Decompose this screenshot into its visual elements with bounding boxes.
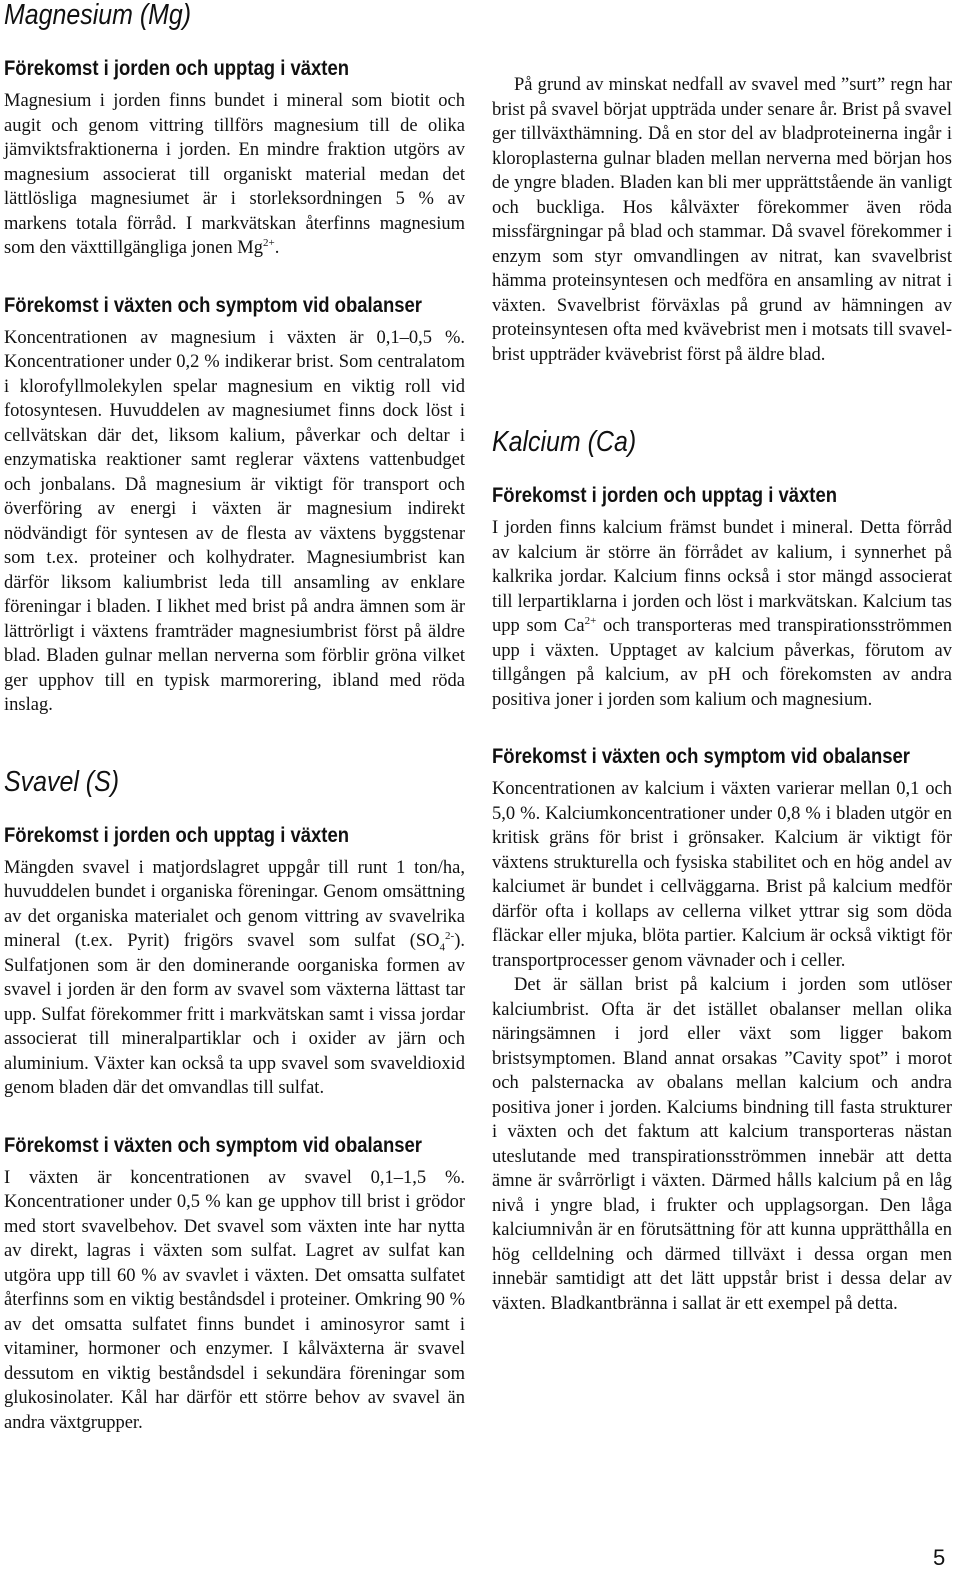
sulfate-subscript: 4 xyxy=(439,941,446,954)
sulfur-heading-plant: Förekomst i växten och symptom vid obalanser xyxy=(4,1133,422,1157)
magnesium-heading-plant: Förekomst i växten och symptom vid obalanser xyxy=(4,293,422,317)
sulfur-soil-paragraph xyxy=(4,856,465,1101)
calcium-plant-paragraph: Koncentrationen av kalcium i växten varierar mellan 0,1 och 5,0 %. Kalciumkoncentrationer under 0,8 % i bladen utgör en kritisk gräns för brist i grönsaker. Kalcium är viktigt för växtens strukturella och fysiska stabilitet och en hög andel av kalciumet är bundet i cellväggarna. Brist på kalcium medför därför ofta i kollaps av cellerna vilket yttrar sig som döda fläckar eller mjuka, blöta partier. Kalcium är också viktigt för transportprocesser genom vävnader och i celler. xyxy=(492,779,952,971)
left-column xyxy=(4,0,465,1435)
calcium-soil-paragraph xyxy=(492,516,952,712)
mg-ion-charge: 2+ xyxy=(262,236,275,249)
sulfur-title: Svavel (S) xyxy=(4,765,120,798)
magnesium-title: Magnesium (Mg) xyxy=(4,0,192,31)
magnesium-soil-text: Magnesium i jorden finns bundet i mineral som biotit och augit och genom vittring tillförs magnesium till de olika jämviktsfraktionerna i jorden. En mindre fraktion utgörs av magnesium associerat till organiskt material medan det lättlösliga magnesiumet är i storleksordningen 5 % av markens totala förråd. I markvätskan återfinns magnesium som den växttillgängliga jonen Mg xyxy=(4,91,465,258)
calcium-soil-text: I jorden finns kalcium främst bundet i mineral. Detta förråd av kalcium är större än förrådet av kalium, i synnerhet på kalkrika jordar. Kalcium finns också i stor mängd associerat till lerpartiklarna i jorden och löst i markvätskan. Kalcium tas upp som Ca xyxy=(492,518,952,636)
sulfate-charge: 2- xyxy=(445,929,455,942)
right-column xyxy=(492,0,952,1316)
calcium-heading-soil: Förekomst i jorden och upptag i växten xyxy=(492,484,838,507)
calcium-title: Kalcium (Ca) xyxy=(492,426,637,458)
magnesium-plant-paragraph: Koncentrationen av magnesium i växten är 0,1–0,5 %. Koncentrationer under 0,2 % indikerar brist. Som centralatom i klorofyllmolekylen spelar magnesium en viktig roll vid fotosyntesen. Huvuddelen av magnesiumet finns dock löst i cellvätskan där det, liksom kalium, påverkar och deltar i enzymatiska reaktioner samt reglerar växtens vattenbudget och jonbalans. Då magnesium är viktigt för transport och överföring av energi i växten är magnesium indirekt nödvändigt för syntesen av de flesta av växtens byggstenar som t.ex. proteiner och kolhydrater. Magnesiumbrist kan därför liksom kaliumbrist leda till ansamling av enklare föreningar i bladen. I likhet med brist på andra ämnen som är lättrörligt i växtens framträder magnesiumbrist först på äldre blad. Bladen gulnar mellan nerverna som förblir gröna vilket ger upphov till en typisk marmorering, ibland med röda inslag. xyxy=(4,327,465,715)
sulfur-heading-soil: Förekomst i jorden och upptag i växten xyxy=(4,823,350,847)
sulfur-soil-text-cont: ). Sulfatjonen som är den dominerande oorganiska formen av svavel i jorden är den form av svavel som växterna lättast tar upp. Sulfat förekommer fritt i markvätskan samt i vissa jordar associerat till mineralpartiklar och i oxider av järn och aluminium. Växter kan också ta upp svavel som svaveldioxid genom bladen där det omvandlas till sulfat. xyxy=(4,931,465,1098)
calcium-deficiency-paragraph: Det är sällan brist på kalcium i jorden som utlöser kalciumbrist. Ofta är det istället obalanser mellan olika näringsämnen i jord eller växt som ligger bakom bristsymptomen. Bland annat orsakas ”Cavity spot” i morot och palsternacka av obalans mellan kalcium och andra positiva joner i jorden. Kalciums bindning till fasta strukturer i växten och det faktum att kalcium transporteras nästan uteslutande med transpirationsströmmen innebär att detta ämne är svårrörligt i växten. Därmed hålls kalcium på en låg nivå i yngre blad, i frukter och upplagsorgan. Den låga kalciumnivån är en förutsättning för att kunna upprätthålla en hög celldelning och därmed tillväxt i dessa organ men innebär samtidigt att det lätt uppstår brist i dessa delar av växten. Bladkantbränna i sallat är ett exempel på detta. xyxy=(492,975,952,1314)
calcium-heading-plant: Förekomst i växten och symptom vid obalanser xyxy=(492,745,910,768)
calcium-soil-text-cont: och transporteras med transpirationsströmmen upp i växten. Upptaget av kalcium påverkas, förutom av tillgången på kalcium, av pH och förekomsten av andra positiva joner i jorden som kalium och magnesium. xyxy=(492,616,952,710)
sulfur-plant-paragraph: I växten är koncentrationen av svavel 0,1–1,5 %. Koncentrationer under 0,5 % kan ge upphov till brist i grödor med stort svavelbehov. Det svavel som växten inte har nytta av direkt, lagras i växten som sulfat. Lagret av sulfat kan utgöra upp till 60 % av svavlet i växten. Det omsatta sulfatet återfinns som en viktig beståndsdel i proteiner. Omkring 90 % av det omsatta sulfatet finns bundet i aminosyror samt i vitaminer, hormoner och enzymer. I kålväxterna är svavel dessutom en viktig beståndsdel i sekundära föreningar som glukosinolater. Kål har därför ett större behov av svavel än andra växtgrupper. xyxy=(4,1167,465,1433)
ca-ion-charge: 2+ xyxy=(584,614,597,627)
magnesium-soil-text-end: . xyxy=(274,238,280,258)
magnesium-soil-paragraph xyxy=(4,89,465,261)
page-number: 5 xyxy=(933,1545,946,1570)
sulfur-deficiency-paragraph: På grund av minskat nedfall av svavel med ”surt” regn har brist på svavel börjat uppträda under senare år. Brist på svavel ger tillväxthämning. Då en stor del av bladproteinerna ingår i kloroplasterna gulnar bladen mellan nerverna med början hos de yngre bladen. Bladen kan bli mer upprättstående än vanligt och buckliga. Hos kålväxter förekommer även röda missfärgningar på blad och stammar. Då svavel förekommer i enzym som styr omvandlingen av nitrat, kan svavelbrist hämma proteinsyntesen och medföra en ansamling av nitrat i växten. Svavelbrist förväxlas på grund av hämningen av proteinsyntesen ofta med kvävebrist men i motsats till svavelbrist uppträder kvävebrist först på äldre blad. xyxy=(492,75,952,365)
sulfur-soil-text: Mängden svavel i matjordslagret uppgår till runt 1 ton/ha, huvuddelen bundet i organiska föreningar. Genom omsättning av det organiska materialet och genom vittring av svavelrika mineral (t.ex. Pyrit) frigörs svavel som sulfat (SO xyxy=(4,857,465,951)
magnesium-heading-soil: Förekomst i jorden och upptag i växten xyxy=(4,57,350,80)
